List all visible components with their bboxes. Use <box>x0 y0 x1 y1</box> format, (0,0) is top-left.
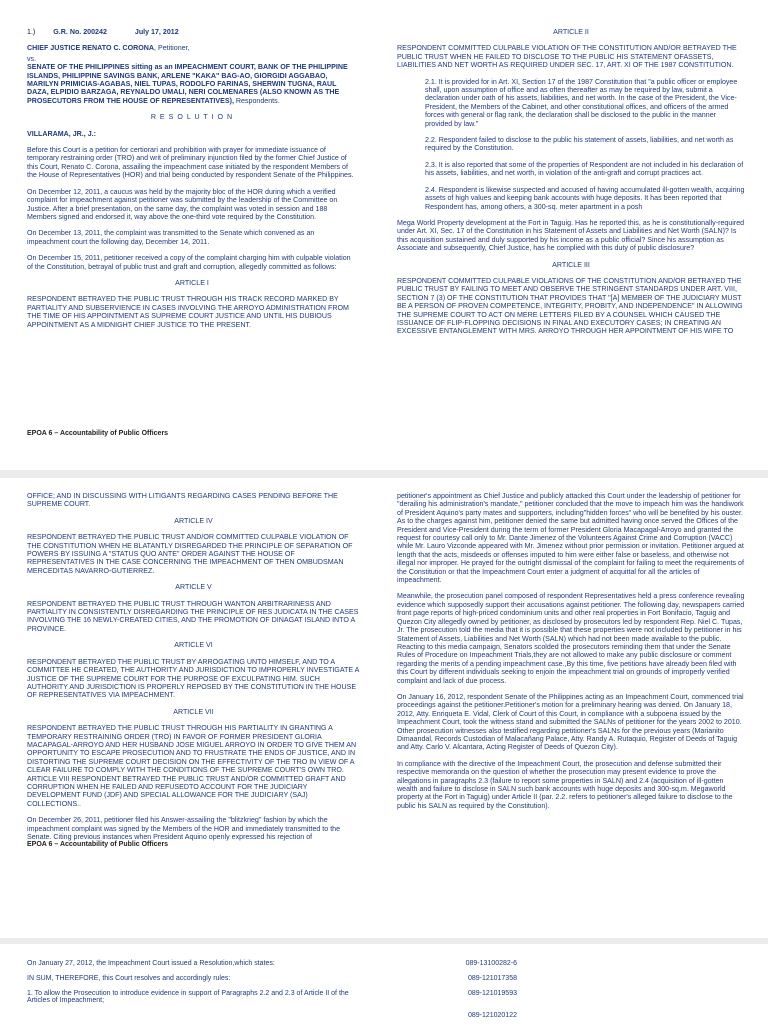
petitioner-role: , Petitioner, <box>154 44 190 53</box>
paragraph: Before this Court is a petition for certiorari and prohibition with prayer for immediate issuance of temporary restraining order (TRO) and writ of preliminary injunction filed by the former Chief Justice of this Court, Renato C. Corona, assailing the impeachment case initiated by the respondent Members of the House of Representatives (HOR) and trial being conducted by respondent Senate of the Philippines. <box>27 146 354 180</box>
row-ref: 089-121017358 <box>467 975 517 982</box>
petitioner-line <box>27 44 357 52</box>
article-text: RESPONDENT BETRAYED THE PUBLIC TRUST AND/OR COMMITTED CULPABLE VIOLATION OF THE CONSTITUTION WHEN HE BLATANTLY DISREGARDED THE PRINCIPLE OF SEPARATION OF POWERS BY ISSUING A "STATUS QUO ANTE" ORDER AGAINST THE HOUSE OF REPRESENTATIVES IN THE CASE CONCERNING THE IMPEACHMENT OF THEN OMBUDSMAN MERCEDITAS NAVARRO-GUTIERREZ. <box>27 533 353 575</box>
article-text: RESPONDENT COMMITTED CULPABLE VIOLATIONS OF THE CONSTITUTION AND/OR BETRAYED THE PUBLIC TRUST BY FAILING TO MEET AND OBSERVE THE STRINGENT STANDARDS UNDER ART. VIII, SECTION 7 (3) OF THE CONSTITUTION THAT PROVIDES THAT "[A] MEMBER OF THE JUDICIARY MUST BE A PERSON OF PROVEN COMPETENCE, INTEGRITY, PROBITY, AND INDEPENDENCE" IN ALLOWING THE SUPREME COURT TO ACT ON MERE LETTERS FILED BY A COUNSEL WHICH CAUSED THE ISSUANCE OF FLIP-FLOPPING DECISIONS IN FINAL AND EXECUTORY CASES; IN CREATING AN EXCESSIVE ENTANGLEMENT WITH MRS. ARROYO THROUGH HER APPOINTMENT OF HIS WIFE TO <box>397 276 743 336</box>
paragraph: Meanwhile, the prosecution panel composed of respondent Representatives held a press conference revealing evidence which supposedly support their accusations against petitioner. The following day, newspapers carried front page reports of high-priced condominium units and other real properties in Fort Bonifacio, Taguig and Quezon City allegedly owned by petitioner, as disclosed by prosecutors led by respondent Rep. Niel C. Tupas, Jr. The prosecution told the media that it is possible that these properties were not included by petitioner in his Statement of Assets, Liabilities and Net Worth (SALN) which had not been made available to the public. Reacting to this media campaign, Senators scolded the prosecutors reminding them that under the Senate Rules of Procedure on Impeachment Trials,they are not allowed to make any public disclosure or comment regarding the merits of a pending impeachment case.,By this time, five petitions have already been filed with this Court by different individuals seeking to enjoin the impeachment trial on grounds of improperly verified complaint and lack of due process. <box>397 592 745 685</box>
item-number: 1.) <box>27 28 36 36</box>
article-text: RESPONDENT BETRAYED THE PUBLIC TRUST THROUGH HIS TRACK RECORD MARKED BY PARTIALITY AND SUBSERVIENCE IN CASES INVOLVING THE ARROYO ADMINISTRATION FROM THE TIME OF HIS APPOINTMENT AS SUPREME COURT JUSTICE AND UNTIL HIS DUBIOUS APPOINTMENT AS A MIDNIGHT CHIEF JUSTICE TO THE PRESENT. <box>27 295 349 329</box>
paragraph: On December 13, 2011, the complaint was transmitted to the Senate which convened as an impeachment court the following day, December 14, 2011. <box>27 229 315 246</box>
list-item <box>27 975 517 982</box>
row-ref: 089-13100282-6 <box>465 960 517 967</box>
page-separator <box>0 470 768 478</box>
list-item <box>27 1012 517 1019</box>
paragraph: petitioner's appointment as Chief Justice and publicly attacked this Court under the leadership of petitioner for "derailing his administration's mandate," petitioner concluded that the move to impeach him was the handiwork of President Aquino's party mates and supporters, including"hidden forces" who will be benefited by his ouster. As to the charges against him, petitioner denied the same but admitted having once served the Offices of the President and Vice-President during the term of former President Gloria Macapagal-Arroyo and granted the request for courtesy call only to Mr. Dante Jimenez of the Volunteers Against Crime and Corruption (VACC) while Mr. Lauro Vizconde appeared with Mr. Jimenez without prior permission or invitation. Petitioner argued at length that the acts, misdeeds or offenses imputed to him were either false or baseless, and otherwise not illegal nor improper. He prayed for the outright dismissal of the complaint for failing to meet the requirements of the Constitution or that the Impeachment Court enter a judgment of acquittal for all the articles of impeachment. <box>397 492 744 585</box>
document-page-2 <box>0 478 768 938</box>
list-item <box>27 960 517 967</box>
article-text: RESPONDENT BETRAYED THE PUBLIC TRUST BY ARROGATING UNTO HIMSELF, AND TO A COMMITTEE HE CREATED, THE AUTHORITY AND JURISDICTION TO IMPROPERLY INVESTIGATE A JUSTICE OF THE SUPREME COURT FOR THE PURPOSE OF EXCULPATING HIM. SUCH AUTHORITY AND JURISDICTION IS PROPERLY REPOSED BY THE CONSTITUTION IN THE HOUSE OF REPRESENTATIVES VIA IMPEACHMENT. <box>27 657 360 700</box>
document-page-3 <box>0 944 768 1024</box>
page-footer: EPOA 6 – Accountability of Public Officers <box>27 430 169 437</box>
paragraph: On January 16, 2012, respondent Senate of the Philippines acting as an Impeachment Court, commenced trial proceedings against the petitioner.Petitioner's motion for a preliminary hearing was denied. On January 18, 2012, Atty. Enriqueta E. Vidal, Clerk of Court of this Court, in compliance with a subpoena issued by the Impeachment Court, took the witness stand and submitted the SALNs of petitioner for the years 2002 to 2010. Other prosecution witnesses also testified regarding petitioner's SALNs for the previous years (Marianito Dimaandal, Records Custodian of Malacañang Palace, Atty. Randy A. Rutaquio, Register of Deeds of Taguig and Atty. Carlo V. Alcantara, Acting Register of Deeds of Quezon City). <box>397 692 744 752</box>
row-text <box>27 1012 357 1019</box>
article-text: RESPONDENT COMMITTED CULPABLE VIOLATION OF THE CONSTITUTION AND/OR BETRAYED THE PUBLIC TRUST WHEN HE FAILED TO DISCLOSE TO THE PUBLIC HIS STATEMENT OFASSETS, LIABILITIES AND NET WORTH AS REQUIRED UNDER SEC. 17, ART. XI OF THE 1987 CONSTITUTION. <box>397 44 737 70</box>
article-title: ARTICLE IV <box>174 516 213 525</box>
article-title: ARTICLE II <box>553 28 589 36</box>
page1-right-column <box>397 28 745 344</box>
versus: vs. <box>27 54 37 63</box>
respondents-names: SENATE OF THE PHILIPPINES sitting as an IMPEACHMENT COURT, BANK OF THE PHILIPPINE ISLANDS, PHILIPPINE SAVINGS BANK, ARLENE "KAKA" BAG-AO, GIORGIDI AGGABAO, MARILYN PRIMICIAS-AGABAS, NIEL TUPAS, RODOLFO FARINAS, SHERWIN TUGNA, RAUL DAZA, ELPIDIO BARZAGA, REYNALDO UMALI, NERI COLMENARES (ALSO KNOWN AS THE PROSECUTORS FROM THE HOUSE OF REPRESENTATIVES), <box>27 63 348 105</box>
paragraph: On December 15, 2011, petitioner received a copy of the complaint charging him with culpable violation of the Constitution, betrayal of public trust and graft and corruption, allegedly committed as follows: <box>27 254 351 271</box>
article-title: ARTICLE VII <box>173 707 214 716</box>
paragraph: On December 12, 2011, a caucus was held by the majority bloc of the HOR during which a verified complaint for impeachment against petitioner was submitted by the leadership of the Committee on Justice. After a brief presentation, on the same day, the complaint was voted in session and 188 Members signed and endorsed it, way above the one-third vote required by the Constitution. <box>27 187 338 221</box>
petitioner-name: CHIEF JUSTICE RENATO C. CORONA <box>27 44 155 53</box>
document-page-1 <box>0 0 768 470</box>
case-date: July 17, 2012 <box>134 28 179 36</box>
gr-number: G.R. No. 200242 <box>53 28 107 36</box>
page1-left-column <box>27 28 357 337</box>
article-item: 2.1. It is provided for in Art. XI, Section 17 of the 1987 Constitution that "a public officer or employee shall, upon assumption of office and as often thereafter as may be required by law, submit a declaration under oath of his assets, liabilities, and net worth. In the case of the President, the Vice-President, the Members of the Cabinet, and other constitutional offices, and officers of the armed forces with general or flag rank, the declaration shall be disclosed to the public in the manner provided by law." <box>425 77 738 128</box>
article-item: 2.4. Respondent is likewise suspected and accused of having accumulated ill-gotten wealth, acquiring assets of high values and keeping bank accounts with huge deposits. It has been reported that Respondent has, among others, a 300-sq. meter apartment in a posh <box>425 185 745 211</box>
row-text: IN SUM, THEREFORE, this Court resolves and accordingly rules: <box>27 975 231 982</box>
article-title: ARTICLE V <box>175 583 212 592</box>
row-ref: 089-121019593 <box>467 990 517 997</box>
paragraph: In compliance with the directive of the Impeachment Court, the prosecution and defense submitted their respective memoranda on the question of whether the prosecution may present evidence to prove the allegations in paragraphs 2.3 (failure to report some properties in SALN) and 2.4 (acquisition of ill-gotten wealth and failure to disclose in SALN such bank accounts with huge deposits and 300-sq.m. Megaworld property at the Fort in Taguig) under Article II (par. 2.2. refers to petitioner's alleged failure to disclose to the public his SALN as required by the Constitution). <box>397 759 733 810</box>
respondents-role: Respondents. <box>233 96 280 105</box>
list-item <box>27 990 517 1004</box>
paragraph: Mega World Property development at the Fort in Taguig. Has he reported this, as he is constitutionally-required under Art. XI, Sec. 17 of the Constitution in his Statement of Assets and Liabilities and Net Worth (SALN)? Is this acquisition sustained and duly supported by his income as a public official? Since his assumption as Associate and subsequently, Chief Justice, has he complied with this duty of public disclosure? <box>397 218 745 253</box>
page-footer: EPOA 6 – Accountability of Public Officers <box>27 841 169 849</box>
ponente <box>27 130 357 138</box>
row-ref: 089-121020122 <box>467 1012 517 1019</box>
row-text: 1. To allow the Prosecution to introduce evidence in support of Paragraphs 2.2 and 2.3 of Article II of the Articles of Impeachment; <box>27 990 349 1004</box>
row-text: On January 27, 2012, the Impeachment Court issued a Resolution,which states: <box>27 960 275 967</box>
page3-rows <box>27 960 517 1027</box>
page2-right-column <box>397 492 745 818</box>
article-title: ARTICLE III <box>552 260 590 269</box>
resolution-title: R E S O L U T I O N <box>150 113 234 122</box>
article-item: 2.3. It is also reported that some of the properties of Respondent are not included in his declaration of his assets, liabilities, and net worth, in violation of the anti-graft and corrupt practices act. <box>425 160 744 178</box>
article-text: RESPONDENT BETRAYED THE PUBLIC TRUST THROUGH WANTON ARBITRARINESS AND PARTIALITY IN CONSISTENTLY DISREGARDING THE PRINCIPLE OF RES JUDICATA IN THE CASES INVOLVING THE 16 NEWLY-CREATED CITIES, AND THE PROMOTION OF DINAGAT ISLAND INTO A PROVINCE. <box>27 599 359 633</box>
respondents-line <box>27 63 357 105</box>
article-item: 2.2. Respondent failed to disclose to the public his statement of assets, liabilities, and net worth as required by the Constitution. <box>425 136 734 153</box>
article-title: ARTICLE VI <box>174 641 213 650</box>
paragraph: OFFICE; AND IN DISCUSSING WITH LITIGANTS REGARDING CASES PENDING BEFORE THE SUPREME COURT. <box>27 492 338 509</box>
article-title: ARTICLE I <box>175 278 209 287</box>
page2-left-column <box>27 492 360 850</box>
ponente-name: VILLARAMA, JR., J.: <box>27 129 96 138</box>
article-text: RESPONDENT BETRAYED THE PUBLIC TRUST THROUGH HIS PARTIALITY IN GRANTING A TEMPORARY RESTRAINING ORDER (TRO) IN FAVOR OF FORMER PRESIDENT GLORIA MACAPAGAL-ARROYO AND HER HUSBAND JOSE MIGUEL ARROYO IN ORDER TO GIVE THEM AN OPPORTUNITY TO ESCAPE PROSECUTION AND TO FRUSTRATE THE ENDS OF JUSTICE, AND IN DISTORTING THE SUPREME COURT DECISION ON THE EFFECTIVITY OF THE TRO IN VIEW OF A CLEAR FAILURE TO COMPLY WITH THE CONDITIONS OF THE SUPREME COURT'S OWN TRO. ARTICLE VIII RESPONDENT BETRAYED THE PUBLIC TRUST AND/OR COMMITTED GRAFT AND CORRUPTION WHEN HE FAILED AND REFUSEDTO ACCOUNT FOR THE JUDICIARY DEVELOPMENT FUND (JDF) AND SPECIAL ALLOWANCE FOR THE JUDICIARY (SAJ) COLLECTIONS.. <box>27 724 357 808</box>
case-header <box>27 28 357 36</box>
paragraph: On December 26, 2011, petitioner filed his Answer-assailing the "blitzkrieg" fashion by which the impeachment complaint was signed by the Members of the HOR and immediately transmitted to the Senate. Citing previous instances when President Aquino openly expressed his rejection of <box>27 816 341 841</box>
